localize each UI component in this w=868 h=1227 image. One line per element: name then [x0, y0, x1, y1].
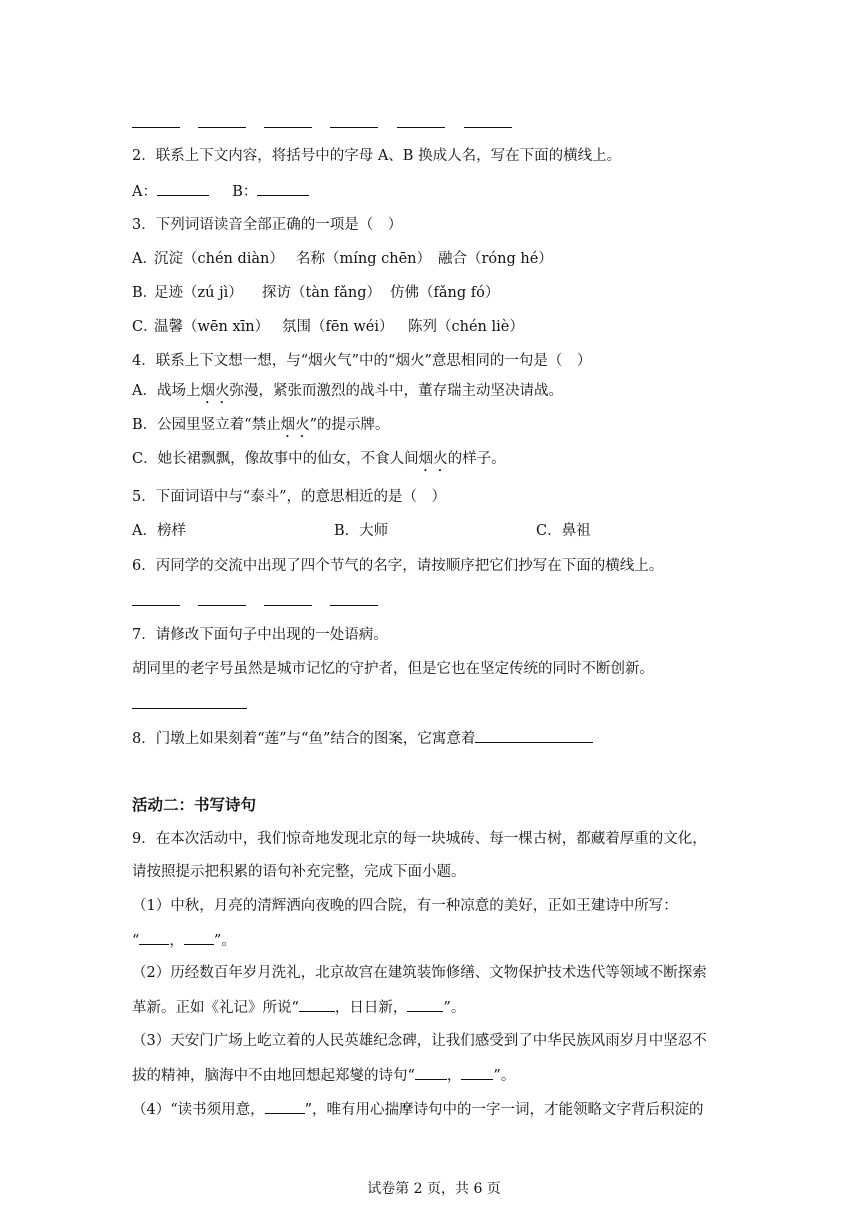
q5-option-a[interactable]: A．榜样: [132, 523, 186, 539]
question-3: 3．下列词语读音全部正确的一项是（ ）: [132, 217, 403, 233]
page-footer: 试卷第 2 页，共 6 页: [367, 1181, 501, 1197]
q9-sub-1-blanks: “ ， ”。: [132, 930, 236, 951]
question-7: 7．请修改下面句子中出现的一处语病。: [132, 627, 388, 643]
exam-page: 2．联系上下文内容，将括号中的字母 A、B 换成人名，写在下面的横线上。 A： B： 3．下列词语读音全部正确的一项是（ ） A． 沉淀（chén diàn） 名称（míng chēn） 融合（róng hé） B． 足迹（zú jì） 探访（tàn fǎng） 仿佛（fǎng fó） C． 温馨（wēn xīn） 氛围（fēn wéi） 陈列（chén liè） 4．联系上下文想一想，与“烟火气”中的“烟火”意思相同的一句是（ ） A．战场上烟火弥漫，紧张而激烈的战斗中，董存瑞主动坚决请战。 B．公园里竖立着“禁止烟火”的提示牌。 C．她长裙飘飘，像故事中的仙女，不食人间烟火的样子。 5．下面词语中与“泰斗”，的意思相近的是（ ） A．榜样 B．大师 C．鼻祖 6．丙同学的交流中出现了四个节气的名字，请按顺序把它们抄写在下面的横线上。 7．请修改下面句子中出现的一处语病。 胡同里的老字号虽然是城市记忆的守护者，但是它也在坚定传统的同时不断创新。 8．门墩上如果刻着“莲”与“鱼”结合的图案，它寓意着 活动二：书写诗句 9．在本次活动中，我们惊奇地发现北京的每一块城砖、每一棵古树，都藏着厚重的文化， 请按照提示把积累的语句补充完整，完成下面小题。 （1）中秋，月亮的清辉洒向夜晚的四合院，有一种凉意的美好，正如王建诗中所写： “ ， ”。 （2）历经数百年岁月洗礼，北京故宫在建筑装饰修缮、文物保护技术迭代等领域不断探索 革新。正如《礼记》所说“ ，日日新， ”。 （3）天安门广场上屹立着的人民英雄纪念碑，让我们感受到了中华民族风雨岁月中坚忍不 拔的精神，脑海中不由地回想起郑燮的诗句“ ， ”。 （4）“读书须用意， ”，唯有用心揣摩诗句中的一字一词，才能领略文字背后积淀的 试卷第 2 页，共 6 页: [0, 0, 868, 1227]
q9-sub-4: （4）“读书须用意， ”，唯有用心揣摩诗句中的一字一词，才能领略文字背后积淀的: [132, 1099, 704, 1120]
answer-blank[interactable]: [397, 113, 445, 128]
question-6: 6．丙同学的交流中出现了四个节气的名字，请按顺序把它们抄写在下面的横线上。: [132, 558, 664, 574]
q9-sub-2: （2）历经数百年岁月洗礼，北京故宫在建筑装饰修缮、文物保护技术迭代等领域不断探索: [132, 965, 707, 981]
q8-answer-blank[interactable]: [475, 728, 593, 743]
answer-blank[interactable]: [132, 113, 180, 128]
answer-blank[interactable]: [415, 1065, 447, 1080]
q2-b-label: B：: [232, 184, 258, 200]
answer-blank[interactable]: [299, 997, 335, 1012]
answer-blank[interactable]: [184, 930, 214, 945]
q2-b-blank[interactable]: [257, 181, 309, 196]
answer-blank[interactable]: [198, 591, 246, 606]
q2-answers: [132, 181, 309, 202]
q5-option-b[interactable]: B．大师: [334, 523, 389, 539]
answer-blank[interactable]: [330, 591, 378, 606]
answer-blank[interactable]: [198, 113, 246, 128]
answer-blank[interactable]: [264, 113, 312, 128]
q2-a-label: A：: [132, 184, 157, 200]
emphasis-word: 烟火: [280, 417, 310, 433]
question-8: 8．门墩上如果刻着“莲”与“鱼”结合的图案，它寓意着: [132, 728, 593, 749]
question-5: 5．下面词语中与“泰斗”，的意思相近的是（ ）: [132, 489, 447, 505]
question-2: 2．联系上下文内容，将括号中的字母 A、B 换成人名，写在下面的横线上。: [132, 148, 622, 164]
answer-blank[interactable]: [407, 997, 443, 1012]
q9-sub-2-blanks: 革新。正如《礼记》所说“ ，日日新， ”。: [132, 997, 465, 1018]
q2-a-blank[interactable]: [157, 181, 209, 196]
answer-blank[interactable]: [330, 113, 378, 128]
answer-blank[interactable]: [464, 113, 512, 128]
answer-blank[interactable]: [132, 694, 247, 709]
q7-sentence: 胡同里的老字号虽然是城市记忆的守护者，但是它也在坚定传统的同时不断创新。: [132, 661, 654, 677]
emphasis-word: 烟火: [200, 383, 230, 399]
q9-sub-3: （3）天安门广场上屹立着的人民英雄纪念碑，让我们感受到了中华民族风雨岁月中坚忍不: [132, 1033, 707, 1049]
answer-blank[interactable]: [265, 1099, 305, 1114]
q4-option-c[interactable]: C．她长裙飘飘，像故事中的仙女，不食人间烟火的样子。: [132, 451, 506, 467]
q4-option-b[interactable]: B．公园里竖立着“禁止烟火”的提示牌。: [132, 417, 390, 433]
answer-blank[interactable]: [264, 591, 312, 606]
question-9-intro-2: 请按照提示把积累的语句补充完整，完成下面小题。: [132, 864, 466, 880]
answer-blank[interactable]: [461, 1065, 493, 1080]
q9-sub-3-blanks: 拔的精神，脑海中不由地回想起郑燮的诗句“ ， ”。: [132, 1065, 515, 1086]
q9-sub-1: （1）中秋，月亮的清辉洒向夜晚的四合院，有一种凉意的美好，正如王建诗中所写：: [132, 898, 678, 914]
question-4: 4．联系上下文想一想，与“烟火气”中的“烟火”意思相同的一句是（ ）: [132, 353, 592, 369]
q5-option-c[interactable]: C．鼻祖: [536, 523, 591, 539]
answer-blank[interactable]: [132, 591, 180, 606]
question-9-intro: 9．在本次活动中，我们惊奇地发现北京的每一块城砖、每一棵古树，都藏着厚重的文化，: [132, 831, 707, 847]
q4-option-a[interactable]: A．战场上烟火弥漫，紧张而激烈的战斗中，董存瑞主动坚决请战。: [132, 383, 563, 399]
emphasis-word: 烟火: [418, 451, 448, 467]
answer-blank[interactable]: [139, 930, 169, 945]
section-heading: 活动二：书写诗句: [132, 796, 257, 814]
